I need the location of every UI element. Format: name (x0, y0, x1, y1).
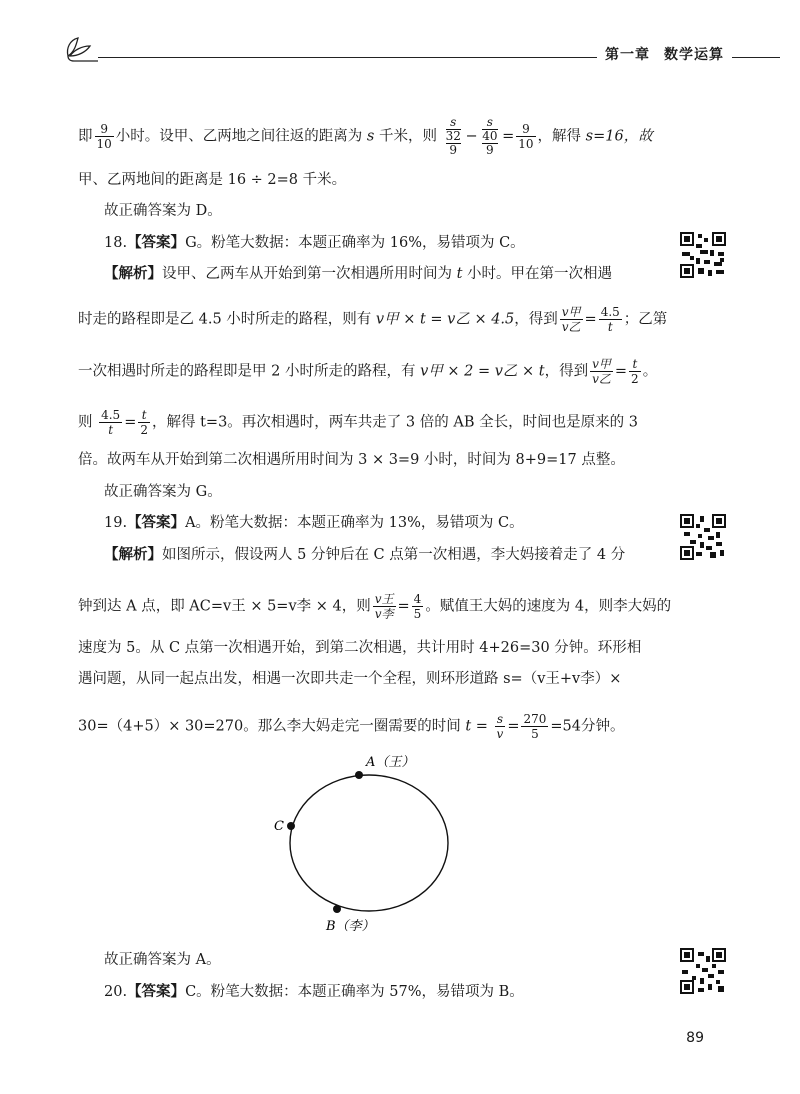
qr-code-icon[interactable] (680, 948, 726, 994)
circular-track-diagram (260, 752, 480, 942)
label-a: A（王） (366, 755, 415, 770)
q18-analysis-4: 则 $\frac{4.5}{t}$ = $\frac{t}{2}$ ，解得 t=3。再次相遇时，两车共走了 3 倍的 AB 全长，时间也是原来的 3 (78, 408, 638, 437)
fraction-9-10: $\frac{9}{10}$ (96, 122, 112, 151)
q18-final-answer: 故正确答案为 G。 (104, 484, 222, 500)
label-c: C (274, 819, 284, 834)
complex-fraction-1: s 32 9 (445, 115, 461, 157)
qr-code-icon[interactable] (680, 514, 726, 560)
point-a (355, 771, 363, 779)
track-ellipse (290, 775, 448, 911)
q18-analysis-5: 倍。故两车从开始到第二次相遇所用时间为 3 × 3=9 小时，时间为 8+9=17 点整。 (78, 452, 625, 468)
q19-analysis-4: 遇问题，从同一起点出发，相遇一次即共走一个全程，则环形道路 s=（v王+v李）× (78, 671, 622, 687)
qr-code-icon[interactable] (680, 232, 726, 278)
page-header (60, 30, 780, 70)
q19-answer: 19.【答案】A。粉笔大数据：本题正确率为 13%，易错项为 C。 (104, 514, 524, 531)
q19-analysis-2: 钟到达 A 点，即 AC=v王 × 5=v李 × 4，则 $\frac{\text{v王}}{\text{v李}}$ = $\frac{4}{5}$ 。赋值王大妈的速度为 4，则李大妈的 (78, 592, 672, 621)
q19-analysis-3: 速度为 5。从 C 点第一次相遇开始，到第二次相遇，共计用时 4+26=30 分钟。环形相 (78, 640, 642, 656)
para-line-2: 甲、乙两地间的距离是 16 ÷ 2=8 千米。 (78, 172, 347, 188)
para-line-1: 即 $\frac{9}{10}$ 小时。设甲、乙两地之间往返的距离为 s 千米，则 s 32 9 − s 40 9 = $\frac{9}{10}$ ，解得 s=16，故 (78, 115, 653, 157)
leaf-icon (60, 34, 100, 64)
q18-analysis-3: 一次相遇时所走的路程即是甲 2 小时所走的路程，有 v甲 × 2 = v乙 × t，得到 $\frac{\text{v甲}}{\text{v乙}}$ = $\frac{t}{2}$ 。 (78, 357, 658, 386)
fraction-9-10-b: $\frac{9}{10}$ (518, 122, 534, 151)
chapter-title (597, 44, 732, 64)
chapter-number: 第一章 (605, 47, 650, 63)
point-b (333, 905, 341, 913)
q18-answer: 18.【答案】G。粉笔大数据：本题正确率为 16%，易错项为 C。 (104, 234, 525, 251)
answer-line-17: 故正确答案为 D。 (104, 203, 222, 219)
page-number: 89 (686, 1030, 704, 1046)
chapter-name: 数学运算 (664, 47, 724, 63)
q18-analysis-1: 【解析】设甲、乙两车从开始到第一次相遇所用时间为 t 小时。甲在第一次相遇 (104, 265, 613, 282)
q18-analysis-2: 时走的路程即是乙 4.5 小时所走的路程，则有 v甲 × t = v乙 × 4.5，得到 $\frac{\text{v甲}}{\text{v乙}}$ = $\frac{4.5}{t}$ ；乙第 (78, 305, 668, 334)
q19-analysis-1: 【解析】如图所示，假设两人 5 分钟后在 C 点第一次相遇，李大妈接着走了 4 分 (104, 546, 626, 563)
point-c (287, 822, 295, 830)
complex-fraction-2: s 40 9 (482, 115, 498, 157)
label-b: B（李） (326, 919, 375, 934)
q20-answer: 20.【答案】C。粉笔大数据：本题正确率为 57%，易错项为 B。 (104, 983, 524, 1000)
q19-analysis-5: 30=（4+5）× 30=270。那么李大妈走完一圈需要的时间 t = $\frac{s}{v}$ = $\frac{270}{5}$ =54分钟。 (78, 712, 625, 741)
q19-final-answer: 故正确答案为 A。 (104, 952, 221, 968)
